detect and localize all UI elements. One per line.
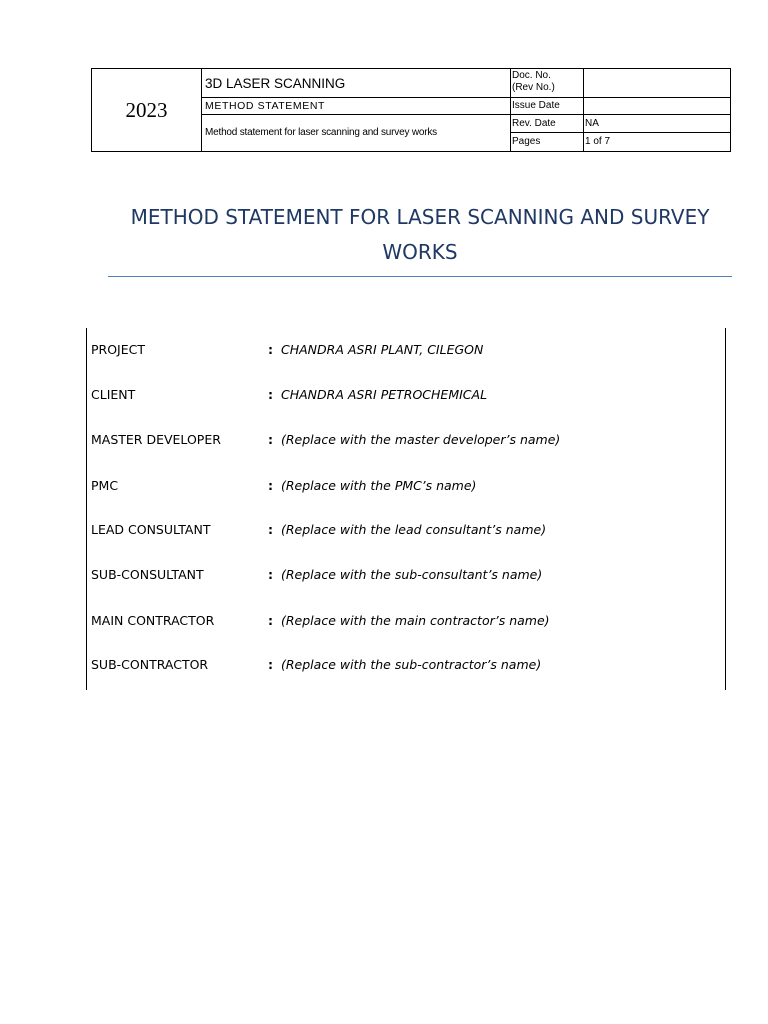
doc-no-label [511,69,583,98]
rev-date-value: NA [584,115,730,133]
info-label: MAIN CONTRACTOR [91,613,215,628]
info-label: MASTER DEVELOPER [91,432,221,447]
info-row-pmc [87,476,725,496]
doc-no-label-line2: (Rev No.) [512,82,555,93]
info-separator: : [268,567,273,582]
header-description-column [202,69,511,151]
info-row-main-contractor [87,611,725,631]
header-doc-description: Method statement for laser scanning and survey works [205,127,437,138]
title-underline-divider [108,276,732,277]
pages-label: Pages [512,136,541,147]
page-title-line2: WORKS [382,240,458,264]
info-row-lead-consultant [87,520,725,540]
info-row-master-developer [87,430,725,450]
page-title-line1: METHOD STATEMENT FOR LASER SCANNING AND SURVEY [130,205,710,229]
info-value: (Replace with the PMC’s name) [281,478,477,493]
info-value: (Replace with the master developer’s name) [281,432,561,447]
info-row-client [87,385,725,405]
info-label: PROJECT [91,342,146,357]
info-separator: : [268,478,273,493]
info-value: (Replace with the sub-consultant’s name) [281,567,543,582]
info-label: CLIENT [91,387,136,402]
pages-value: 1 of 7 [585,136,611,147]
info-separator: : [268,342,273,357]
info-value: CHANDRA ASRI PETROCHEMICAL [281,387,488,402]
info-label: LEAD CONSULTANT [91,522,211,537]
doc-no-value [584,69,730,98]
rev-date-label: Rev. Date [511,115,583,133]
info-separator: : [268,657,273,672]
page-title [100,200,740,270]
info-row-sub-contractor [87,655,725,675]
header-doc-type: METHOD STATEMENT [202,98,510,115]
header-year: 2023 [92,69,202,151]
header-label-column [511,69,584,151]
issue-date-label: Issue Date [511,98,583,115]
info-label: PMC [91,478,119,493]
info-separator: : [268,432,273,447]
info-row-project [87,340,725,360]
info-row-sub-consultant [87,565,725,585]
info-value: (Replace with the sub-contractor’s name) [281,657,542,672]
info-value: (Replace with the lead consultant’s name) [281,522,547,537]
info-separator: : [268,387,273,402]
info-label: SUB-CONTRACTOR [91,657,209,672]
info-value: (Replace with the main contractor’s name) [281,613,550,628]
info-separator: : [268,522,273,537]
issue-date-value [584,98,730,115]
header-value-column [584,69,730,151]
project-info-block [86,328,726,690]
info-value: CHANDRA ASRI PLANT, CILEGON [281,342,484,357]
document-header-table [91,68,731,152]
info-label: SUB-CONSULTANT [91,567,204,582]
doc-no-label-line1: Doc. No. [512,70,551,81]
info-separator: : [268,613,273,628]
header-project-title: 3D LASER SCANNING [202,69,510,98]
